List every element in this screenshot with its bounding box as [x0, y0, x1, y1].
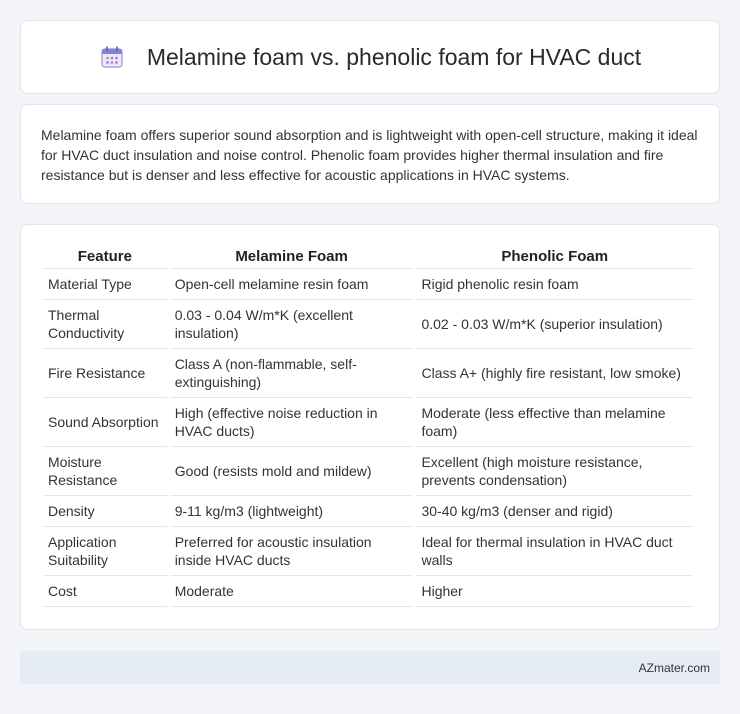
column-header-melamine: Melamine Foam [170, 247, 414, 269]
column-header-feature: Feature [43, 247, 167, 269]
phenolic-cell: Excellent (high moisture resistance, prevents condensation) [416, 447, 693, 496]
footer-bar [20, 651, 720, 684]
phenolic-cell: Higher [416, 576, 693, 607]
page-title: Melamine foam vs. phenolic foam for HVAC duct [146, 43, 642, 70]
table-row [43, 527, 693, 576]
table-row [43, 300, 693, 349]
comparison-table-card [20, 224, 720, 630]
melamine-cell: 0.03 - 0.04 W/m*K (excellent insulation) [170, 300, 414, 349]
feature-cell: Application Suitability [43, 527, 167, 576]
melamine-cell: Open-cell melamine resin foam [170, 269, 414, 300]
title-card [20, 20, 720, 94]
table-header-row [43, 247, 693, 269]
table-row [43, 447, 693, 496]
calendar-icon [99, 44, 125, 70]
table-row [43, 496, 693, 527]
phenolic-cell: 0.02 - 0.03 W/m*K (superior insulation) [416, 300, 693, 349]
summary-text: Melamine foam offers superior sound absorption and is lightweight with open-cell structure, making it ideal for HVAC duct insulation and noise control. Phenolic foam provides higher thermal insulation and fire resistance but is denser and less effective for acoustic applications in HVAC systems. [41, 127, 698, 183]
melamine-cell: Good (resists mold and mildew) [170, 447, 414, 496]
table-row [43, 398, 693, 447]
melamine-cell: High (effective noise reduction in HVAC ducts) [170, 398, 414, 447]
column-header-phenolic: Phenolic Foam [416, 247, 693, 269]
summary-card [20, 104, 720, 204]
feature-cell: Material Type [43, 269, 167, 300]
melamine-cell: Preferred for acoustic insulation inside HVAC ducts [170, 527, 414, 576]
feature-cell: Moisture Resistance [43, 447, 167, 496]
table-row [43, 269, 693, 300]
footer-brand[interactable]: AZmater.com [638, 660, 710, 675]
phenolic-cell: Ideal for thermal insulation in HVAC duct walls [416, 527, 693, 576]
feature-cell: Thermal Conductivity [43, 300, 167, 349]
feature-cell: Fire Resistance [43, 349, 167, 398]
phenolic-cell: 30-40 kg/m3 (denser and rigid) [416, 496, 693, 527]
feature-cell: Density [43, 496, 167, 527]
feature-cell: Sound Absorption [43, 398, 167, 447]
melamine-cell: Class A (non-flammable, self-extinguishing) [170, 349, 414, 398]
melamine-cell: 9-11 kg/m3 (lightweight) [170, 496, 414, 527]
table-row [43, 576, 693, 607]
table-row [43, 349, 693, 398]
phenolic-cell: Class A+ (highly fire resistant, low smoke) [416, 349, 693, 398]
comparison-table [40, 247, 696, 607]
phenolic-cell: Moderate (less effective than melamine foam) [416, 398, 693, 447]
phenolic-cell: Rigid phenolic resin foam [416, 269, 693, 300]
feature-cell: Cost [43, 576, 167, 607]
melamine-cell: Moderate [170, 576, 414, 607]
